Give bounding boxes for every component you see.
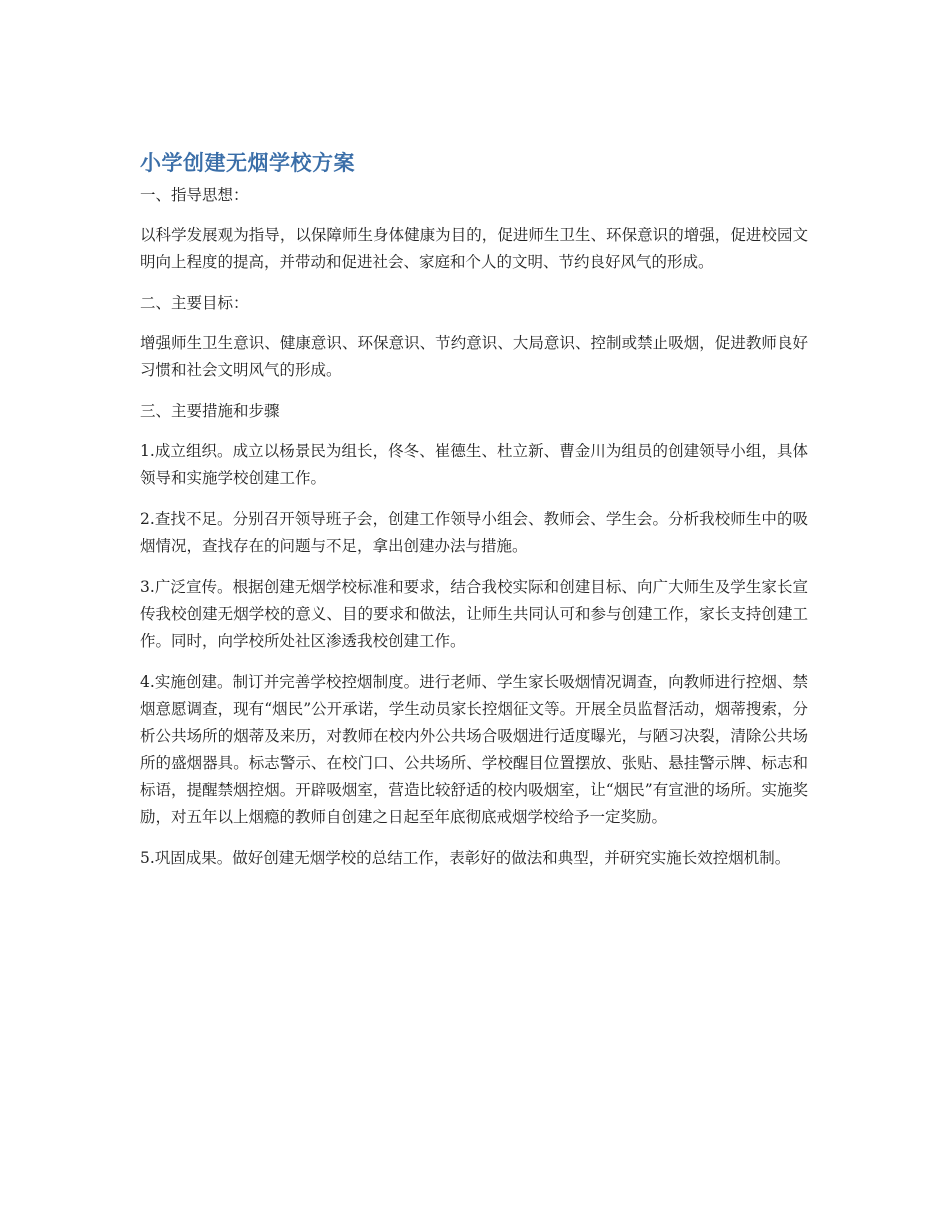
paragraph-measure-2: 2.查找不足。分别召开领导班子会，创建工作领导小组会、教师会、学生会。分析我校师生中的吸烟情况，查找存在的问题与不足，拿出创建办法与措施。 [140,510,808,555]
document-title: 小学创建无烟学校方案 [140,151,355,175]
section-heading-measures: 三、主要措施和步骤 [140,402,280,420]
section-heading-main-goals: 二、主要目标： [140,294,249,312]
document-page [140,148,808,872]
paragraph-measure-5: 5.巩固成果。做好创建无烟学校的总结工作，表彰好的做法和典型，并研究实施长效控烟机制。 [140,849,791,867]
paragraph-measure-1: 1.成立组织。成立以杨景民为组长，佟冬、崔德生、杜立新、曹金川为组员的创建领导小组，具体领导和实施学校创建工作。 [140,442,808,487]
section-heading-guiding-ideology: 一、指导思想： [140,186,249,204]
paragraph-guiding-ideology: 以科学发展观为指导，以保障师生身体健康为目的，促进师生卫生、环保意识的增强，促进校园文明向上程度的提高，并带动和促进社会、家庭和个人的文明、节约良好风气的形成。 [140,226,808,271]
paragraph-measure-4: 4.实施创建。制订并完善学校控烟制度。进行老师、学生家长吸烟情况调查，向教师进行控烟、禁烟意愿调查，现有“烟民”公开承诺，学生动员家长控烟征文等。开展全员监督活动，烟蒂搜索，分析公共场所的烟蒂及来历，对教师在校内外公共场合吸烟进行适度曝光，与陋习决裂，清除公共场所的盛烟器具。标志警示、在校门口、公共场所、学校醒目位置摆放、张贴、悬挂警示牌、标志和标语，提醒禁烟控烟。开辟吸烟室，营造比较舒适的校内吸烟室，让“烟民”有宣泄的场所。实施奖励，对五年以上烟瘾的教师自创建之日起至年底彻底戒烟学校给予一定奖励。 [140,673,808,826]
paragraph-main-goals: 增强师生卫生意识、健康意识、环保意识、节约意识、大局意识、控制或禁止吸烟，促进教师良好习惯和社会文明风气的形成。 [140,334,808,379]
paragraph-measure-3: 3.广泛宣传。根据创建无烟学校标准和要求，结合我校实际和创建目标、向广大师生及学生家长宣传我校创建无烟学校的意义、目的要求和做法，让师生共同认可和参与创建工作，家长支持创建工作。同时，向学校所处社区渗透我校创建工作。 [140,578,808,650]
